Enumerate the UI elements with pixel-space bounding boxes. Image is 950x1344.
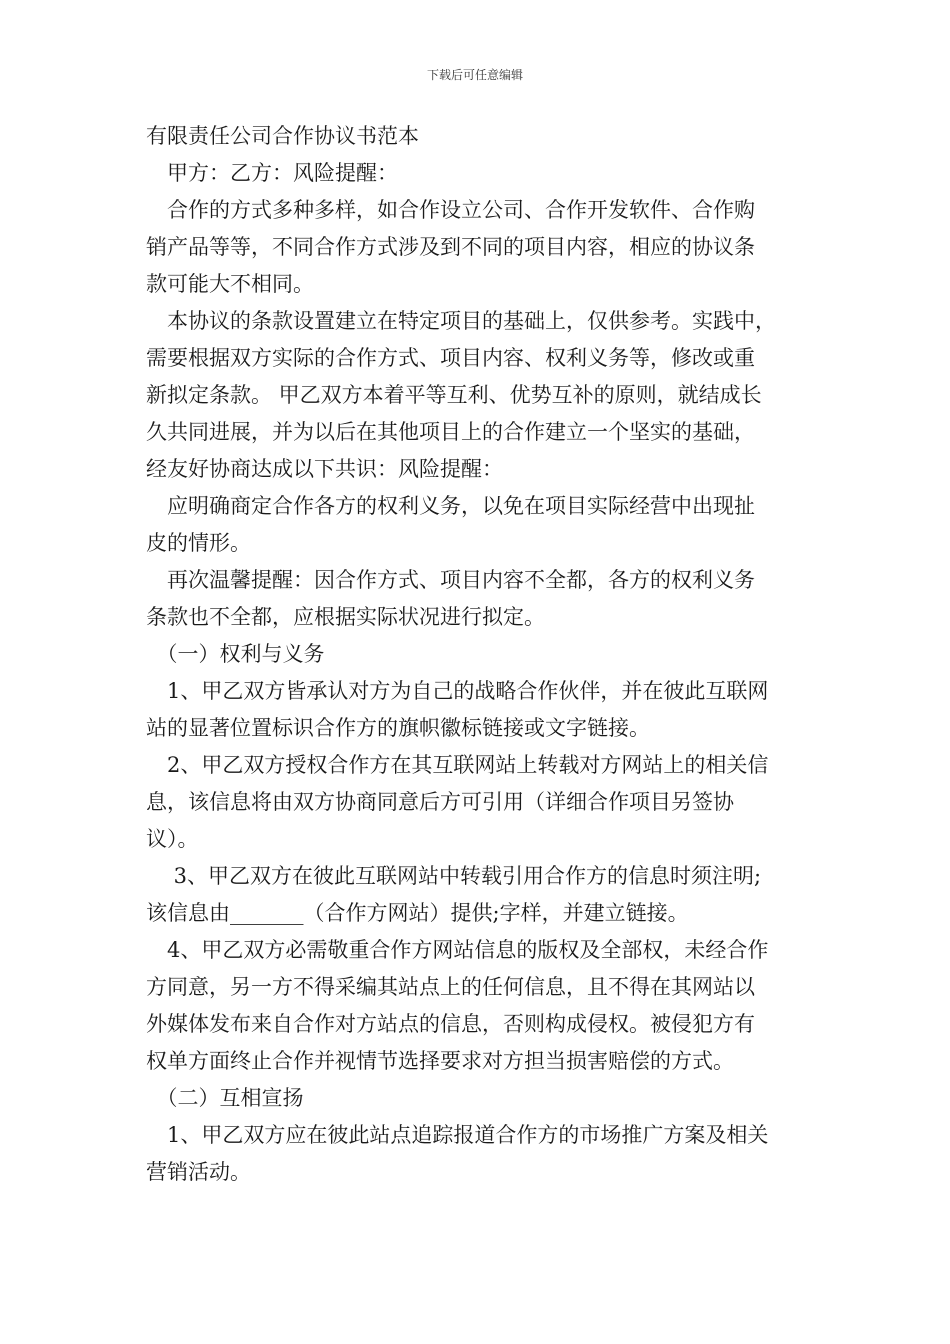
section-heading: （二）互相宣扬 [146,1086,304,1110]
text-line: 站的显著位置标识合作方的旗帜徽标链接或文字链接。 [146,716,650,740]
text-line: 权单方面终止合作并视情节选择要求对方担当损害赔偿的方式。 [146,1049,734,1073]
text-line: 条款也不全都，应根据实际状况进行拟定。 [146,605,545,629]
text-line: 久共同进展，并为以后在其他项目上的合作建立一个坚实的基础， [146,420,755,444]
page-header-note: 下载后可任意编辑 [426,68,523,82]
text-line: 外媒体发布来自合作对方站点的信息，否则构成侵权。被侵犯方有 [146,1012,755,1036]
text-line: 本协议的条款设置建立在特定项目的基础上，仅供参考。实践中， [146,309,776,333]
text-line: 该信息由_______（合作方网站）提供;字样，并建立链接。 [146,901,689,925]
text-line: 甲方：乙方：风险提醒： [146,161,398,185]
text-line: 议）。 [146,827,199,851]
text-line: 合作的方式多种多样，如合作设立公司、合作开发软件、合作购 [146,198,755,222]
text-line: 皮的情形。 [146,531,251,555]
section-heading: （一）权利与义务 [146,642,325,666]
text-line: 3、甲乙双方在彼此互联网站中转载引用合作方的信息时须注明; [146,864,762,888]
text-line: 1、甲乙双方皆承认对方为自己的战略合作伙伴，并在彼此互联网 [146,679,769,703]
text-line: 息，该信息将由双方协商同意后方可引用（详细合作项目另签协 [146,790,734,814]
text-line: 方同意，另一方不得采编其站点上的任何信息，且不得在其网站以 [146,975,755,999]
document-body [146,118,818,1191]
text-line: 4、甲乙双方必需敬重合作方网站信息的版权及全部权，未经合作 [146,938,769,962]
text-line: 款可能大不相同。 [146,272,314,296]
text-line: 需要根据双方实际的合作方式、项目内容、权利义务等，修改或重 [146,346,755,370]
text-line: 1、甲乙双方应在彼此站点追踪报道合作方的市场推广方案及相关 [146,1123,769,1147]
text-line: 应明确商定合作各方的权利义务，以免在项目实际经营中出现扯 [146,494,755,518]
document-title: 有限责任公司合作协议书范本 [146,124,419,148]
text-line: 再次温馨提醒：因合作方式、项目内容不全都，各方的权利义务 [146,568,755,592]
text-line: 经友好协商达成以下共识：风险提醒： [146,457,503,481]
text-line: 2、甲乙双方授权合作方在其互联网站上转载对方网站上的相关信 [146,753,769,777]
text-line: 销产品等等，不同合作方式涉及到不同的项目内容，相应的协议条 [146,235,755,259]
text-line: 新拟定条款。 甲乙双方本着平等互利、优势互补的原则，就结成长 [146,383,762,407]
text-line: 营销活动。 [146,1160,251,1184]
